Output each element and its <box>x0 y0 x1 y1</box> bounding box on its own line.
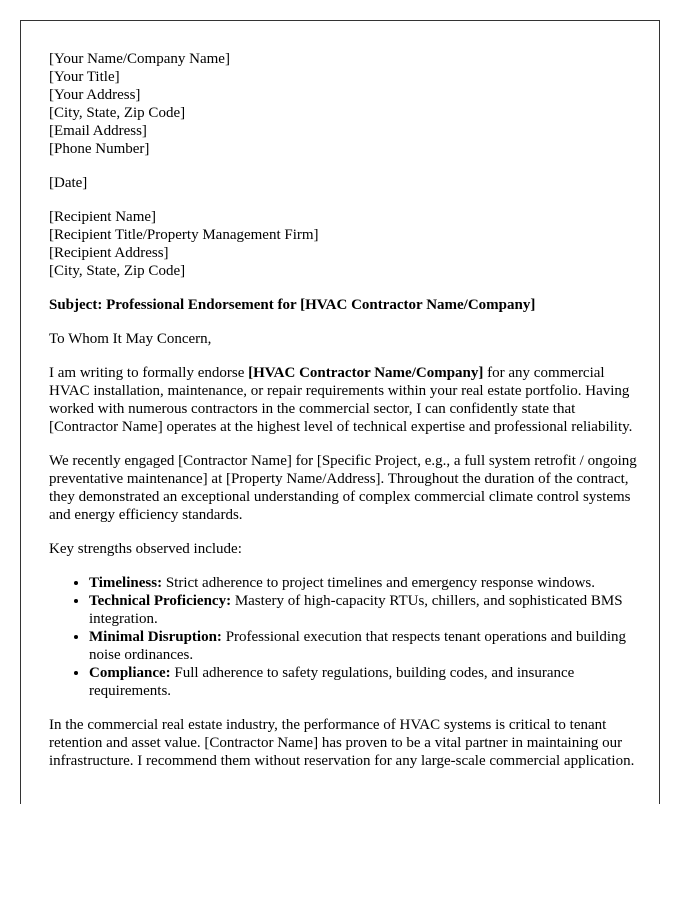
list-item <box>89 592 639 628</box>
salutation: To Whom It May Concern, <box>49 331 212 347</box>
subject-line: Subject: Professional Endorsement for [HVAC Contractor Name/Company] <box>49 297 536 313</box>
strength-text: Strict adherence to project timelines and emergency response windows. <box>162 575 595 591</box>
list-item <box>89 628 639 664</box>
paragraph-1-intro: I am writing to formally endorse <box>49 365 249 381</box>
strength-text: Full adherence to safety regulations, building codes, and insurance requirements. <box>89 665 575 699</box>
strength-text: Professional execution that respects tenant operations and building noise ordinances. <box>89 629 626 663</box>
recipient-name: [Recipient Name] <box>49 209 157 225</box>
sender-city-state-zip: [City, State, Zip Code] <box>49 105 186 121</box>
strength-title: Timeliness: <box>89 575 163 591</box>
strengths-list <box>49 574 639 700</box>
list-item <box>89 664 639 700</box>
body-paragraph-3: In the commercial real estate industry, the performance of HVAC systems is critical to tenant retention and asset value. [Contractor Name] has proven to be a vital partner in maintaining our infrastructure. I recommend them without reservation for any large-scale commercial application. <box>49 717 635 769</box>
strength-text: Mastery of high-capacity RTUs, chillers, and sophisticated BMS integration. <box>89 593 623 627</box>
body-paragraph-1 <box>49 364 639 436</box>
sender-phone: [Phone Number] <box>49 141 150 157</box>
contractor-name-bold: [HVAC Contractor Name/Company] <box>248 365 484 381</box>
strength-title: Minimal Disruption: <box>89 629 222 645</box>
paragraph-1-rest: for any commercial HVAC installation, maintenance, or repair requirements within your real estate portfolio. Having worked with numerous contractors in the commercial sector, I can confidently state that [Contractor Name] operates at the highest level of technical expertise and professional reliability. <box>49 365 633 435</box>
sender-name: [Your Name/Company Name] <box>49 51 230 67</box>
recipient-block <box>49 208 639 280</box>
recipient-title: [Recipient Title/Property Management Firm] <box>49 227 319 243</box>
sender-address: [Your Address] <box>49 87 141 103</box>
list-item <box>89 574 639 592</box>
strength-title: Compliance: <box>89 665 171 681</box>
sender-email: [Email Address] <box>49 123 147 139</box>
strength-title: Technical Proficiency: <box>89 593 232 609</box>
letter-page <box>20 20 660 804</box>
letter-content <box>49 50 639 786</box>
date-block <box>49 174 639 192</box>
recipient-address: [Recipient Address] <box>49 245 169 261</box>
recipient-city-state-zip: [City, State, Zip Code] <box>49 263 186 279</box>
body-paragraph-2: We recently engaged [Contractor Name] for [Specific Project, e.g., a full system retrofit / ongoing preventative maintenance] at [Property Name/Address]. Throughout the duration of the contract, they demonstrated an exceptional understanding of complex commercial climate control systems and energy efficiency standards. <box>49 453 637 523</box>
letter-date: [Date] <box>49 175 88 191</box>
strengths-intro: Key strengths observed include: <box>49 541 242 557</box>
sender-block <box>49 50 639 158</box>
sender-title: [Your Title] <box>49 69 120 85</box>
